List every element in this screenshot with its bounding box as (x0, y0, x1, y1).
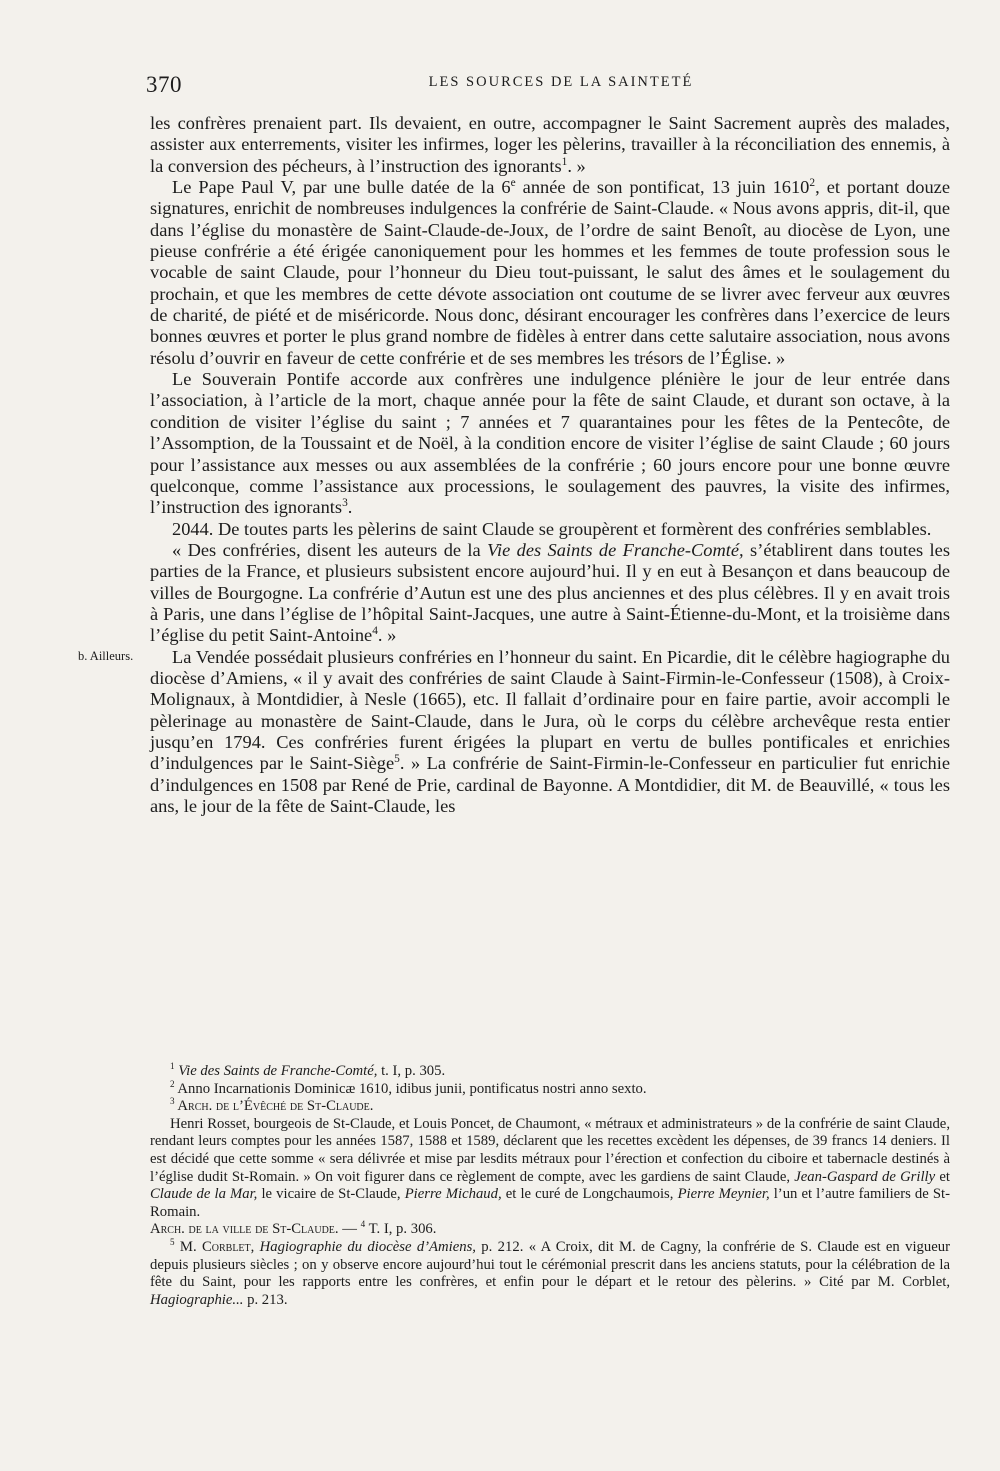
paragraph-4: 2044. De toutes parts les pèlerins de saint Claude se groupèrent et formèrent des confréries semblables. (172, 518, 932, 539)
page-number: 370 (146, 72, 182, 97)
footnote-ref-3[interactable]: 3 (342, 497, 348, 510)
paragraph-1: les confrères prenaient part. Ils devaient, en outre, accompagner le Saint Sacrement auprès des malades, assister aux enterrements, visiter les infirmes, loger les pèlerins, travailler à la réconciliation des ennemis, à la conversion des pécheurs, à l’instruction des ignorants$^1$. » (150, 113, 950, 176)
footnote-3-body: Henri Rosset, bourgeois de St-Claude, et Louis Poncet, de Chaumont, « métraux et administrateurs » de la confrérie de saint Claude, rendant leurs comptes pour les années 1587, 1588 et 1589, déclarent que les recettes excèdent les dépenses, de 39 francs 14 deniers. Il est décidé que cette somme « sera délivrée et mise par lesdits métraux pour l’érection et confection du ciboire et tabernacle destinés à l’église dudit St-Romain. » On voit figurer dans ce règlement de compte, avec les gardiens de saint Claude, Jean-Gaspard de Grilly et Claude de la Mar, le vicaire de St-Claude, Pierre Michaud, et le curé de Longchaumois, Pierre Meynier, l’un et l’autre familiers de St-Romain. (150, 1115, 951, 1220)
footnote-1: $^1$ Vie des Saints de Franche-Comté, t. I, p. 305. (170, 1061, 446, 1079)
running-title: LES SOURCES DE LA SAINTETÉ (428, 74, 694, 90)
page-header (146, 68, 976, 98)
paragraph-6: La Vendée possédait plusieurs confréries en l’honneur du saint. En Picardie, dit le célèbre hagiographe du diocèse d’Amiens, « il y avait des confréries de saint Claude à Saint-Firmin-le-Confesseur (1508), à Croix-Molignaux, à Montdidier, à Nesle (1665), etc. Il fallait d’ordinaire pour en faire partie, avoir accompli le pèlerinage au monastère de Saint-Claude, dans le Jura, où le corps du célèbre archevêque resta entier jusqu’en 1794. Ces confréries furent érigées la plupart en vertu de bulles pontificales et enrichies d’indulgences par le Saint-Siège$^5$. » La confrérie de Saint-Firmin-le-Confesseur en particulier fut enrichie d’indulgences en 1508 par René de Prie, cardinal de Bayonne. A Montdidier, dit M. de Beauvillé, « tous les ans, le jour de la fête de Saint-Claude, les (150, 646, 951, 816)
footnote-3: $^3$ Arch. de l’Évêché de St-Claude. (170, 1096, 374, 1115)
book-title: Vie des Saints de Franche-Comté, (487, 539, 744, 560)
footnote-2: $^2$ Anno Incarnationis Dominicæ 1610, idibus junii, pontificatus nostri anno sexto. (170, 1078, 647, 1097)
footnote-ref-2[interactable]: 2 (809, 176, 816, 189)
margin-note: b. Ailleurs. (78, 649, 134, 663)
footnote-4: 4 (360, 1219, 366, 1230)
footnote-ref-1[interactable]: 1 (561, 155, 568, 168)
body-text (150, 113, 950, 817)
footnote-ref-4[interactable]: 4 (372, 625, 378, 638)
footnote-3-source: Arch. de la ville de St-Claude. — $^4$ T. I, p. 306. (150, 1219, 437, 1238)
footnote-5: $^5$ M. Corblet, Hagiographie du diocèse d’Amiens, p. 212. « A Croix, dit M. de Cagny, la confrérie de S. Claude est en vigueur depuis plusieurs siècles ; on y observe encore aujourd’hui tout le cérémonial prescrit dans les anciens statuts, pour la célébration de la fête du Saint, pour les rapports entre les confrères, et enfin pour le départ et le retour des pèlerins. » Cité par M. Corblet, Hagiographie... p. 213. (150, 1237, 950, 1308)
footnote-ref-5[interactable]: 5 (394, 753, 400, 766)
paragraph-5: « Des confréries, disent les auteurs de la Vie des Saints de Franche-Comté, s’établirent dans toutes les parties de la France, et plusieurs subsistent encore aujourd’hui. Il y en eut à Besançon et dans beaucoup de villes de Bourgogne. La confrérie d’Autun est une des plus anciennes et des plus célèbres. Il y en avait trois à Paris, une dans l’église de l’hôpital Saint-Jacques, une autre à Saint-Étienne-du-Mont, et la troisième dans l’église du petit Saint-Antoine$^4$. » (150, 539, 950, 646)
paragraph-2: Le Pape Paul V, par une bulle datée de la 6e année de son pontificat, 13 juin 1610$^2$, et portant douze signatures, enrichit de nombreuses indulgences la confrérie de Saint-Claude. « Nous avons appris, dit-il, que dans l’église du monastère de Saint-Claude-de-Joux, de l’ordre de saint Benoît, au diocèse de Lyon, une pieuse confrérie a été érigée canoniquement pour les hommes et les femmes de toute profession sous le vocable de saint Claude, pour l’honneur du Dieu tout-puissant, le salut des âmes et le soulagement du prochain, et que les membres de cette dévote association ont coutume de se livrer avec ferveur aux œuvres de charité, de piété et de miséricorde. Nous donc, désirant encourager les confrères dans l’exercice de leurs bonnes œuvres et porter le plus grand nombre de fidèles à entrer dans cette salutaire association, nous avons résolu d’ouvrir en faveur de cette confrérie et de ses membres les trésors de l’Église. » (150, 176, 950, 368)
paragraph-3: Le Souverain Pontife accorde aux confrères une indulgence plénière le jour de leur entrée dans l’association, à l’article de la mort, chaque année pour la fête de saint Claude, et durant son octave, à la condition de visiter l’église du saint ; 7 années et 7 quarantaines pour les fêtes de la Pentecôte, de l’Assomption, de la Toussaint et de Noël, à la condition encore de visiter l’église de saint Claude ; 60 jours pour l’assistance aux messes ou aux assemblées de la confrérie ; 60 jours encore pour une bonne œuvre quelconque, comme l’assistance aux processions, le soulagement des pauvres, la visite des infirmes, l’instruction des ignorants$^3$. (150, 369, 950, 518)
footnotes (150, 1063, 950, 1309)
